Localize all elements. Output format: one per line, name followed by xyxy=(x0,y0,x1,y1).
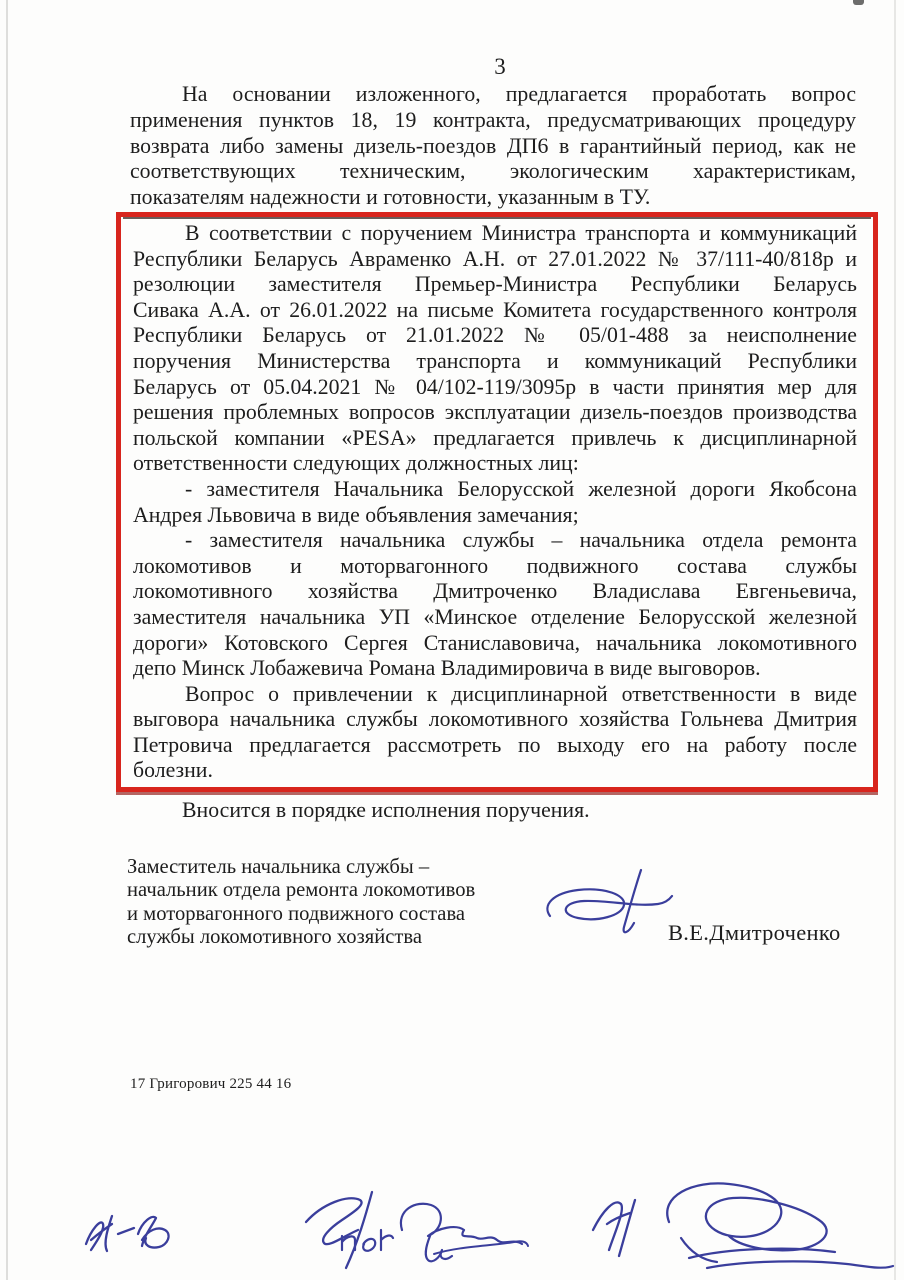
scan-mark-top-right xyxy=(853,0,864,5)
approval-signature-4 xyxy=(585,1178,897,1274)
text-line: На основании изложенного, предлагается проработать вопрос xyxy=(182,82,856,106)
text-line: ответственности следующих должностных лиц: xyxy=(133,451,579,476)
approval-signature-1 xyxy=(82,1202,186,1258)
text-line: Вопрос о привлечении к дисциплинарной ответственности в виде xyxy=(185,681,857,706)
text-line: поручения Министерства транспорта и коммуникаций Республики xyxy=(133,348,857,373)
text-line: соответствующих техническим, экологическим характеристикам, xyxy=(130,159,856,184)
scan-edge-artifact-left xyxy=(6,0,8,1280)
executor-footer-note: 17 Григорович 225 44 16 xyxy=(130,1076,292,1092)
text-line: Беларусь от 05.04.2021 № 04/102-119/3095р в части принятия мер для xyxy=(133,374,857,399)
text-line: - заместителя Начальника Белорусской железной дороги Якобсона xyxy=(185,476,857,501)
scan-edge-artifact-right xyxy=(894,0,896,1280)
text-line: возврата либо замены дизель-поездов ДП6 в гарантийный период, как не xyxy=(130,133,856,158)
text-line: Республики Беларусь Авраменко А.Н. от 27.01.2022 № 37/111-40/818р и xyxy=(133,246,857,271)
text-line: польской компании «PESA» предлагается привлечь к дисциплинарной xyxy=(133,425,857,450)
text-line: Сивака А.А. от 26.01.2022 на письме Комитета государственного контроля xyxy=(133,297,857,322)
page-number: 3 xyxy=(494,54,506,79)
text-line: - заместителя начальника службы – начальника отдела ремонта xyxy=(185,528,857,553)
approval-signature-3 xyxy=(334,1196,530,1268)
text-line: и моторвагонного подвижного состава xyxy=(127,902,466,925)
text-line: локомотивного хозяйства Дмитроченко Владислава Евгеньевича, xyxy=(133,579,857,604)
text-line: выговора начальника службы локомотивного хозяйства Гольнева Дмитрия xyxy=(133,707,857,732)
executive-signature xyxy=(540,866,674,940)
text-line: Вносится в порядке исполнения поручения. xyxy=(182,798,590,822)
text-line: начальник отдела ремонта локомотивов xyxy=(127,879,476,902)
signer-name: В.Е.Дмитроченко xyxy=(668,920,841,945)
text-line: Республики Беларусь от 21.01.2022 № 05/01-488 за неисполнение xyxy=(133,323,857,348)
text-line: депо Минск Лобажевича Романа Владимировича в виде выговоров. xyxy=(133,656,761,681)
text-line: показателям надежности и готовности, указанным в ТУ. xyxy=(130,185,651,210)
text-line: Заместитель начальника службы – xyxy=(127,856,430,878)
text-line: применения пунктов 18, 19 контракта, предусматривающих процедуру xyxy=(130,107,856,132)
text-line: дороги» Котовского Сергея Станиславовича, начальника локомотивного xyxy=(133,630,857,655)
text-line: решения проблемных вопросов эксплуатации дизель-поездов производства xyxy=(133,400,857,425)
text-line: болезни. xyxy=(133,758,213,783)
text-line: локомотивов и моторвагонного подвижного состава службы xyxy=(133,553,857,578)
text-line: службы локомотивного хозяйства xyxy=(127,926,422,949)
red-highlight-box xyxy=(116,212,878,792)
text-line: Петровича предлагается рассмотреть по выходу его на работу после xyxy=(133,732,857,757)
intro-paragraph xyxy=(130,82,856,211)
text-line: заместителя начальника УП «Минское отделение Белорусской железной xyxy=(133,604,857,629)
text-line: В соответствии с поручением Министра транспорта и коммуникаций xyxy=(185,221,857,245)
text-line: резолюции заместителя Премьер-Министра Республики Беларусь xyxy=(133,272,857,297)
closing-paragraph xyxy=(130,797,856,823)
text-line: Андрея Львовича в виде объявления замечания; xyxy=(133,502,579,527)
signature-title-block xyxy=(127,856,557,950)
